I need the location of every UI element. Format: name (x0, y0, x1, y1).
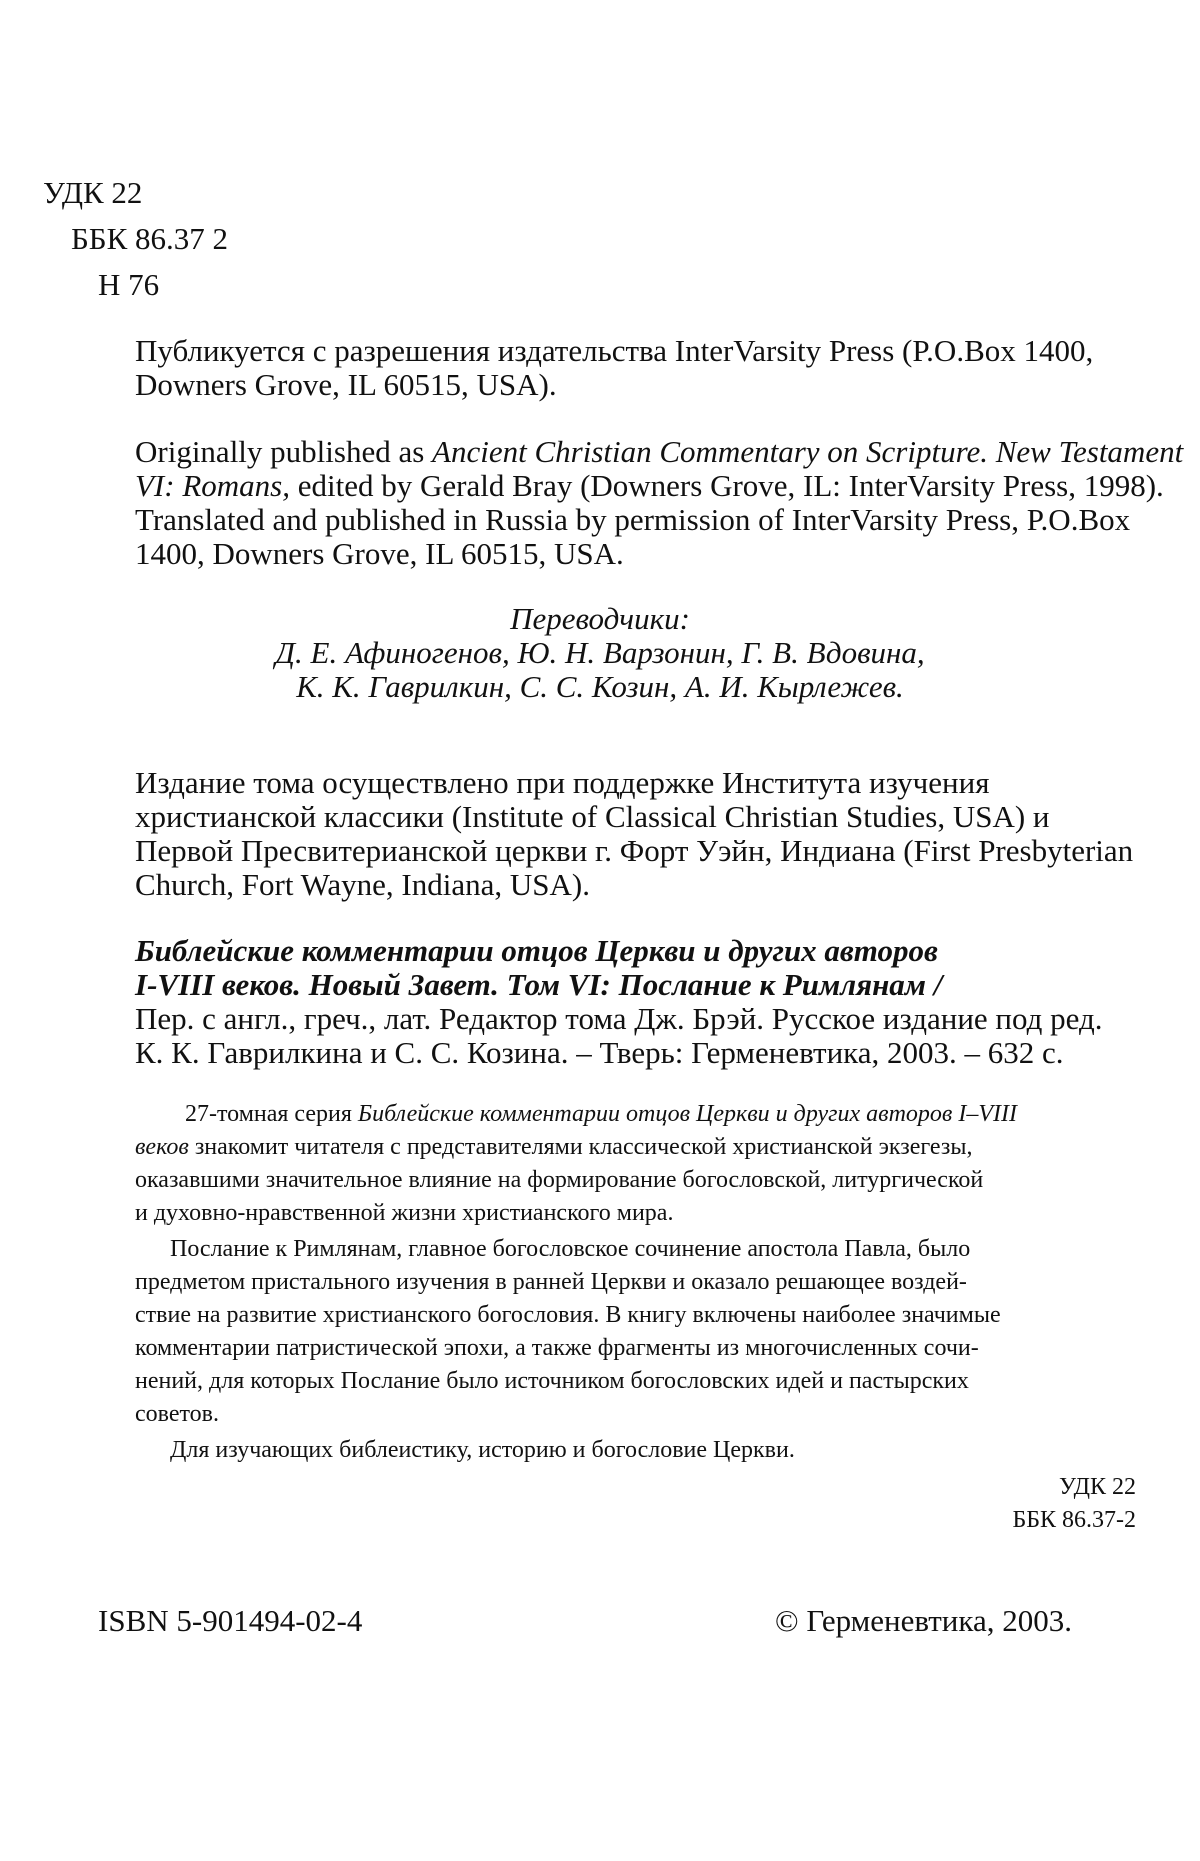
abstract-p1-line-2 (135, 1130, 972, 1164)
isbn: ISBN 5-901494-02-4 (98, 1603, 363, 1638)
original-prefix: Originally published as (135, 434, 433, 469)
abstract-p2-line-3: ствие на развитие христианского богословия. В книгу включены наиболее значимые (135, 1302, 1001, 1328)
abstract-series-prefix: 27-томная серия (185, 1101, 358, 1127)
original-line-3: Translated and published in Russia by permission of InterVarsity Press, P.O.Box (135, 502, 1131, 537)
abstract-p2-line-1: Послание к Римлянам, главное богословское сочинение апостола Павла, было (170, 1236, 971, 1262)
udk-code-bottom: УДК 22 (1059, 1474, 1136, 1500)
translators-heading: Переводчики: (510, 601, 690, 636)
support-line-1: Издание тома осуществлено при поддержке Института изучения (135, 765, 990, 800)
bibliographic-line-3: Пер. с англ., греч., лат. Редактор тома Дж. Брэй. Русское издание под ред. (135, 1001, 1103, 1036)
abstract-audience: Для изучающих библеистику, историю и богословие Церкви. (170, 1437, 795, 1463)
copyright-notice: © Герменевтика, 2003. (775, 1603, 1072, 1638)
support-line-2: христианской классики (Institute of Classical Christian Studies, USA) и (135, 799, 1050, 834)
bbk-code-bottom: ББК 86.37-2 (1012, 1507, 1136, 1533)
abstract-p1-line-3: оказавшими значительное влияние на формирование богословской, литургической (135, 1167, 984, 1193)
abstract-series-text: знакомит читателя с представителями классической христианской экзегезы, (188, 1134, 973, 1160)
abstract-p2-line-4: комментарии патристической эпохи, а также фрагменты из многочисленных сочи- (135, 1335, 979, 1361)
abstract-p1-line-1 (185, 1097, 1017, 1131)
bbk-code: ББК 86.37 2 (71, 221, 229, 256)
original-line-4: 1400, Downers Grove, IL 60515, USA. (135, 536, 624, 571)
abstract-p2-line-6: советов. (135, 1401, 219, 1427)
abstract-series-title-end: веков (135, 1134, 189, 1160)
support-line-4: Church, Fort Wayne, Indiana, USA). (135, 867, 590, 902)
udk-code: УДК 22 (43, 175, 143, 210)
permission-line-1: Публикуется с разрешения издательства InterVarsity Press (P.O.Box 1400, (135, 333, 1094, 368)
permission-line-2: Downers Grove, IL 60515, USA). (135, 367, 557, 402)
original-edited-by: edited by Gerald Bray (Downers Grove, IL: InterVarsity Press, 1998). (289, 468, 1164, 503)
original-series-title: Ancient Christian Commentary on Scripture. New Testament (432, 434, 1184, 469)
support-line-3: Первой Пресвитерианской церкви г. Форт Уэйн, Индиана (First Presbyterian (135, 833, 1134, 868)
original-volume-title: VI: Romans, (135, 468, 290, 503)
bibliographic-line-4: К. К. Гаврилкина и С. С. Козина. – Тверь: Герменевтика, 2003. – 632 с. (135, 1035, 1064, 1070)
book-title-line-2: I-VIII веков. Новый Завет. Том VI: Послание к Римлянам / (135, 967, 943, 1002)
abstract-p1-line-4: и духовно-нравственной жизни христианского мира. (135, 1200, 674, 1226)
author-mark: Н 76 (98, 267, 160, 302)
book-title-line-1: Библейские комментарии отцов Церкви и других авторов (135, 933, 938, 968)
abstract-p2-line-5: нений, для которых Послание было источником богословских идей и пастырских (135, 1368, 969, 1394)
abstract-series-title: Библейские комментарии отцов Церкви и других авторов I–VIII (357, 1101, 1017, 1127)
abstract-p2-line-2: предметом пристального изучения в ранней Церкви и оказало решающее воздей- (135, 1269, 967, 1295)
translators-line-2: К. К. Гаврилкин, С. С. Козин, А. И. Кырлежев. (296, 669, 904, 704)
translators-line-1: Д. Е. Афиногенов, Ю. Н. Варзонин, Г. В. Вдовина, (275, 635, 925, 670)
